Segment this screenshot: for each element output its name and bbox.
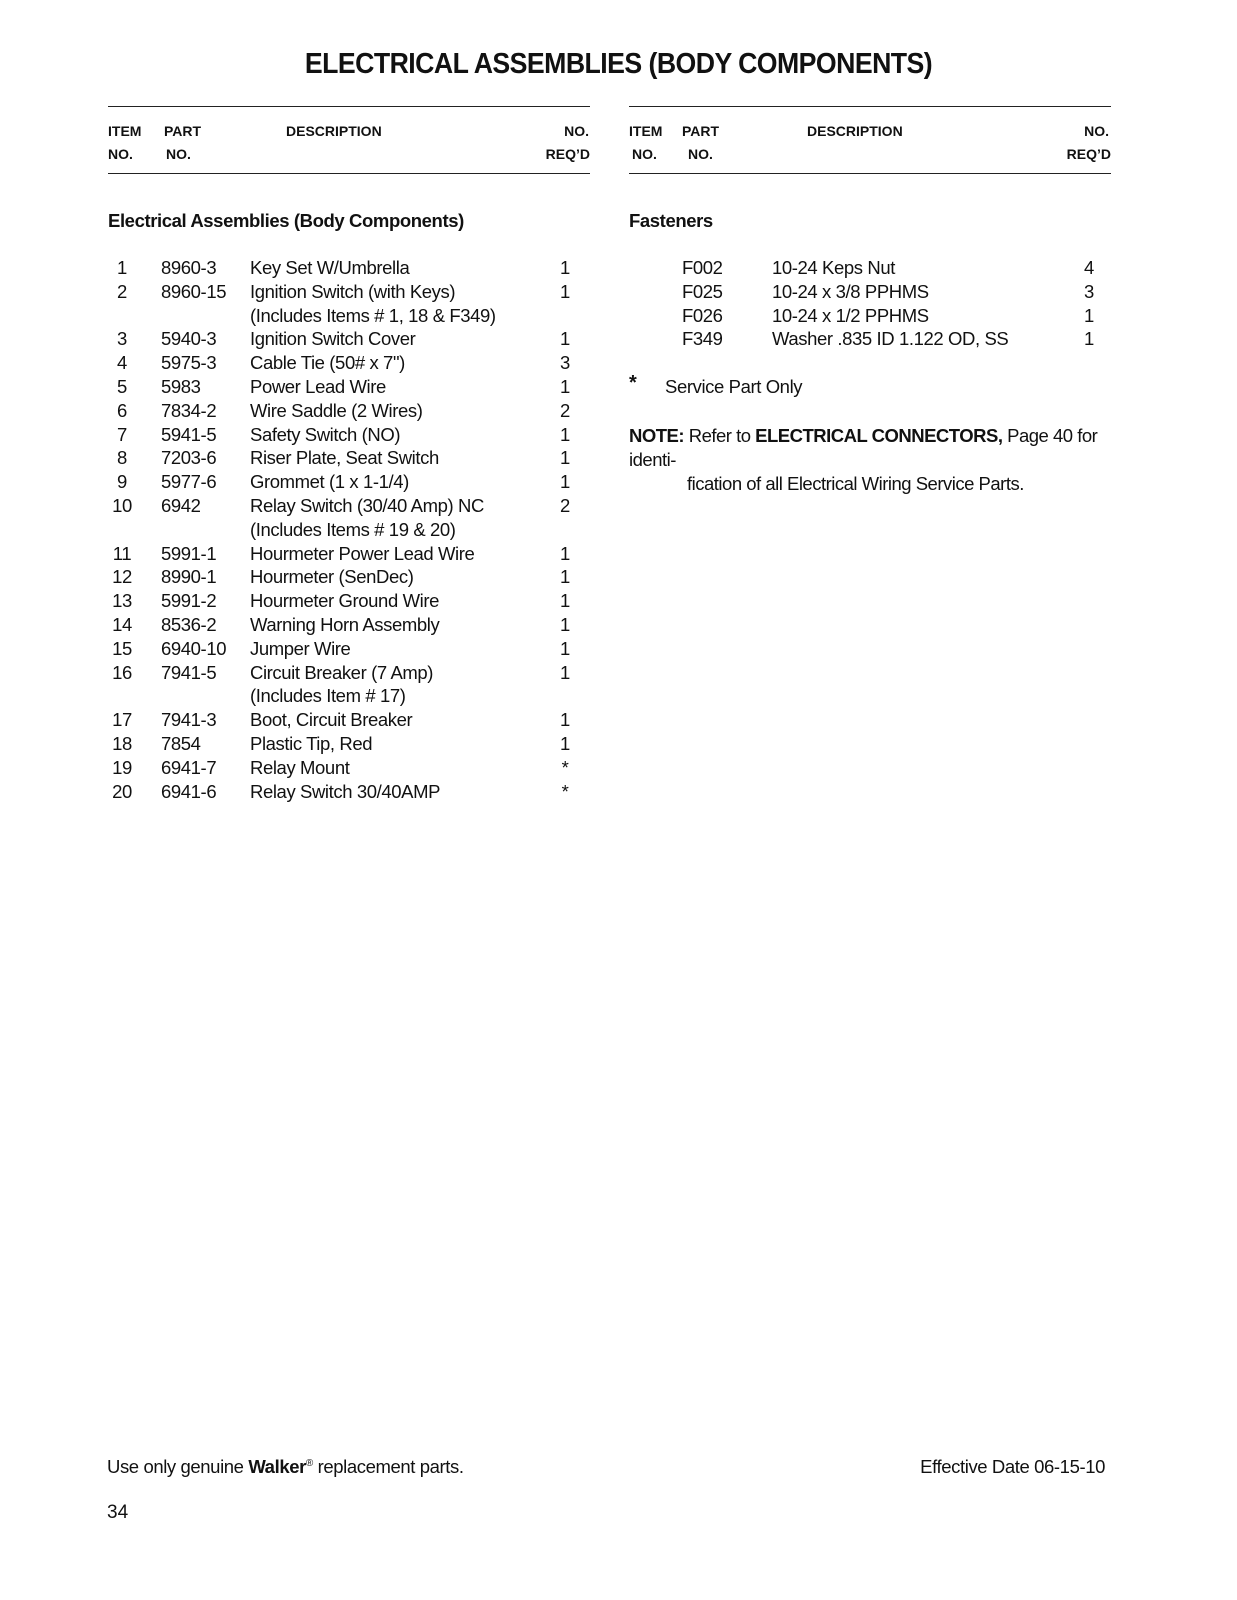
part-description: Cable Tie (50# x 7") — [250, 352, 405, 374]
part-description: 10-24 x 3/8 PPHMS — [772, 280, 929, 302]
part-number: 8960-3 — [161, 257, 217, 278]
header-part-label-2: NO. — [166, 146, 191, 162]
page-number: 34 — [107, 1502, 129, 1523]
parts-table — [629, 256, 1111, 351]
header-item-label: ITEM — [629, 123, 663, 139]
table-row — [108, 327, 590, 351]
part-number: 6941-7 — [161, 756, 217, 778]
left-parts-column — [108, 106, 590, 802]
part-number: 7941-3 — [161, 709, 217, 731]
part-number: 7854 — [161, 732, 201, 754]
footer-prefix: Use only genuine — [107, 1456, 249, 1477]
part-number: 7203-6 — [161, 447, 217, 469]
table-row — [108, 589, 590, 613]
part-description: Riser Plate, Seat Switch — [250, 447, 439, 469]
part-description: Hourmeter Ground Wire — [250, 590, 439, 612]
quantity-required: 4 — [1084, 257, 1094, 278]
part-description: Washer .835 ID 1.122 OD, SS — [772, 328, 1009, 350]
header-bottom-rule — [108, 173, 590, 174]
part-number: 5941-5 — [161, 423, 217, 445]
table-row — [108, 780, 590, 804]
header-qty-label: NO. — [1084, 123, 1109, 139]
header-part-label: PART — [682, 123, 720, 139]
part-description: (Includes Items # 1, 18 & F349) — [250, 304, 496, 326]
part-description: 10-24 x 1/2 PPHMS — [772, 304, 929, 326]
table-row — [108, 280, 590, 304]
parts-table — [108, 256, 590, 803]
item-number: 2 — [117, 280, 127, 302]
table-row — [108, 708, 590, 732]
part-description: (Includes Items # 19 & 20) — [250, 518, 456, 540]
quantity-required: 1 — [560, 423, 570, 445]
note-line-2: fication of all Electrical Wiring Service Parts. — [687, 473, 1024, 494]
part-number: 8960-15 — [161, 280, 227, 302]
item-number: 8 — [117, 447, 127, 469]
quantity-required: 1 — [560, 257, 570, 278]
table-row — [108, 494, 590, 518]
header-qty-label: NO. — [564, 123, 589, 139]
quantity-required: 1 — [560, 447, 570, 469]
item-number: 3 — [117, 328, 127, 350]
footer-suffix: replacement parts. — [312, 1456, 464, 1477]
part-number: 6941-6 — [161, 780, 217, 802]
part-description: Grommet (1 x 1-1/4) — [250, 471, 409, 493]
part-number: 7941-5 — [161, 661, 217, 683]
item-number: 9 — [117, 471, 127, 493]
part-number: 5991-2 — [161, 590, 217, 612]
table-row — [108, 684, 590, 708]
part-description: Jumper Wire — [250, 637, 351, 659]
item-number: 20 — [112, 780, 132, 802]
table-row — [629, 304, 1111, 328]
table-row — [629, 327, 1111, 351]
part-number: 5977-6 — [161, 471, 217, 493]
table-header — [108, 107, 590, 173]
asterisk-symbol: * — [629, 372, 637, 394]
quantity-required: 1 — [560, 637, 570, 659]
part-number: 7834-2 — [161, 399, 217, 421]
registered-mark: ® — [305, 1457, 313, 1469]
part-description: (Includes Item # 17) — [250, 685, 406, 707]
part-number: 6942 — [161, 494, 201, 516]
item-number: 12 — [112, 566, 132, 588]
item-number: 16 — [112, 661, 132, 683]
note-suffix: Page 40 for identi- — [629, 425, 1098, 470]
quantity-required: * — [561, 780, 569, 802]
part-description: Power Lead Wire — [250, 375, 386, 397]
part-description: Boot, Circuit Breaker — [250, 709, 413, 731]
part-description: Hourmeter Power Lead Wire — [250, 542, 475, 564]
part-number: 5983 — [161, 375, 201, 397]
table-row — [108, 613, 590, 637]
quantity-required: 2 — [560, 494, 570, 516]
table-row — [108, 470, 590, 494]
header-item-label: ITEM — [108, 123, 142, 139]
quantity-required: 1 — [560, 375, 570, 397]
quantity-required: 1 — [560, 542, 570, 564]
quantity-required: 1 — [560, 471, 570, 493]
quantity-required: * — [561, 756, 569, 778]
quantity-required: 1 — [1084, 304, 1094, 326]
table-row — [108, 661, 590, 685]
item-number: 14 — [112, 613, 132, 635]
quantity-required: 1 — [560, 328, 570, 350]
part-description: Key Set W/Umbrella — [250, 257, 410, 278]
quantity-required: 1 — [560, 709, 570, 731]
header-bottom-rule — [629, 173, 1111, 174]
part-description: Relay Switch (30/40 Amp) NC — [250, 494, 484, 516]
part-description: 10-24 Keps Nut — [772, 257, 895, 278]
part-description: Hourmeter (SenDec) — [250, 566, 414, 588]
quantity-required: 1 — [560, 613, 570, 635]
note-label: NOTE: — [629, 425, 685, 446]
part-number: F002 — [682, 257, 723, 278]
header-qty-label-2: REQ’D — [1066, 146, 1111, 162]
item-number: 4 — [117, 352, 127, 374]
part-number: 6940-10 — [161, 637, 227, 659]
note-prefix: Refer to — [684, 425, 756, 446]
item-number: 5 — [117, 375, 127, 397]
section-title: Fasteners — [629, 210, 713, 231]
part-description: Plastic Tip, Red — [250, 732, 373, 754]
part-description: Safety Switch (NO) — [250, 423, 401, 445]
page-title: ELECTRICAL ASSEMBLIES (BODY COMPONENTS) — [304, 48, 933, 80]
part-number: 5991-1 — [161, 542, 217, 564]
item-number: 13 — [112, 590, 132, 612]
table-row — [629, 256, 1111, 280]
part-number: 8536-2 — [161, 613, 217, 635]
brand-name: Walker — [248, 1456, 306, 1477]
item-number: 19 — [112, 756, 132, 778]
part-description: Ignition Switch Cover — [250, 328, 416, 350]
table-header — [629, 107, 1111, 173]
header-qty-label-2: REQ’D — [545, 146, 590, 162]
table-row — [108, 756, 590, 780]
header-item-label-2: NO. — [108, 146, 133, 162]
right-parts-column — [629, 106, 1111, 494]
part-description: Circuit Breaker (7 Amp) — [250, 661, 434, 683]
part-number: F349 — [682, 328, 723, 350]
section-title: Electrical Assemblies (Body Components) — [108, 210, 464, 231]
effective-date: Effective Date 06-15-10 — [920, 1456, 1105, 1477]
part-description: Relay Mount — [250, 756, 350, 778]
item-number: 1 — [117, 257, 127, 278]
item-number: 15 — [112, 637, 132, 659]
table-row — [629, 280, 1111, 304]
part-description: Ignition Switch (with Keys) — [250, 280, 456, 302]
table-row — [108, 399, 590, 423]
item-number: 11 — [112, 542, 132, 564]
quantity-required: 1 — [560, 280, 570, 302]
table-row — [108, 446, 590, 470]
quantity-required: 1 — [1084, 328, 1094, 350]
table-row — [108, 375, 590, 399]
table-row — [108, 542, 590, 566]
quantity-required: 1 — [560, 566, 570, 588]
table-row — [108, 256, 590, 280]
table-row — [108, 304, 590, 328]
item-number: 17 — [112, 709, 132, 731]
quantity-required: 1 — [560, 661, 570, 683]
quantity-required: 3 — [560, 352, 570, 374]
item-number: 6 — [117, 399, 127, 421]
service-part-text: Service Part Only — [665, 376, 803, 397]
header-description-label: DESCRIPTION — [807, 123, 903, 139]
table-row — [108, 637, 590, 661]
part-number: 5975-3 — [161, 352, 217, 374]
table-row — [108, 565, 590, 589]
table-row — [108, 518, 590, 542]
item-number: 18 — [112, 732, 132, 754]
part-description: Relay Switch 30/40AMP — [250, 780, 441, 802]
part-number: 5940-3 — [161, 328, 217, 350]
note-line-1 — [629, 424, 1119, 472]
header-description-label: DESCRIPTION — [286, 123, 382, 139]
header-part-label-2: NO. — [688, 146, 713, 162]
table-row — [108, 423, 590, 447]
footer-left — [107, 1456, 464, 1478]
quantity-required: 2 — [560, 399, 570, 421]
item-number: 7 — [117, 423, 127, 445]
part-number: F026 — [682, 304, 723, 326]
part-description: Warning Horn Assembly — [250, 613, 440, 635]
header-item-label-2: NO. — [632, 146, 657, 162]
table-row — [108, 351, 590, 375]
part-number: 8990-1 — [161, 566, 217, 588]
note-reference: ELECTRICAL CONNECTORS, — [755, 425, 1003, 446]
item-number: 10 — [112, 494, 132, 516]
quantity-required: 3 — [1084, 280, 1094, 302]
quantity-required: 1 — [560, 590, 570, 612]
part-number: F025 — [682, 280, 723, 302]
table-row — [108, 732, 590, 756]
header-part-label: PART — [164, 123, 202, 139]
quantity-required: 1 — [560, 732, 570, 754]
part-description: Wire Saddle (2 Wires) — [250, 399, 423, 421]
note-block — [629, 424, 1119, 496]
